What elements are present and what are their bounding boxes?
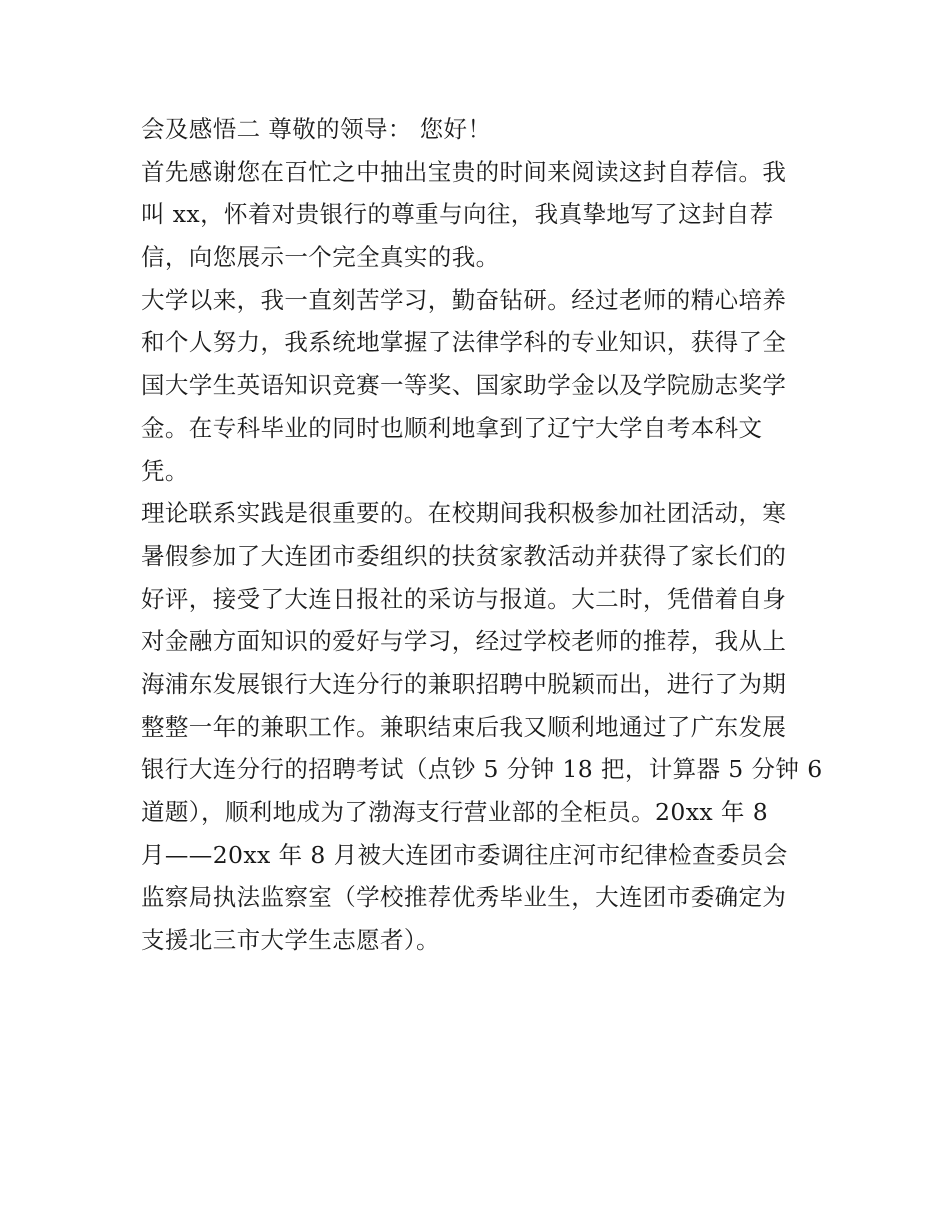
text-line: 和个人努力，我系统地掌握了法律学科的专业知识，获得了全 [141, 328, 787, 357]
text-line: 海浦东发展银行大连分行的兼职招聘中脱颖而出，进行了为期 [141, 669, 787, 698]
text-line: 监察局执法监察室（学校推荐优秀毕业生，大连团市委确定为 [141, 883, 787, 912]
text-line: 好评，接受了大连日报社的采访与报道。大二时，凭借着自身 [141, 584, 787, 613]
text-line: 银行大连分行的招聘考试（点钞 5 分钟 18 把，计算器 5 分钟 6 [141, 755, 823, 784]
text-line: 暑假参加了大连团市委组织的扶贫家教活动并获得了家长们的 [141, 541, 787, 570]
text-line: 对金融方面知识的爱好与学习，经过学校老师的推荐，我从上 [141, 627, 787, 656]
text-line: 月——20xx 年 8 月被大连团市委调往庄河市纪律检查委员会 [141, 840, 788, 869]
document-body [141, 108, 821, 962]
text-line: 道题），顺利地成为了渤海支行营业部的全柜员。20xx 年 8 [141, 798, 769, 826]
text-line: 首先感谢您在百忙之中抽出宝贵的时间来阅读这封自荐信。我 [141, 157, 787, 186]
text-line: 大学以来，我一直刻苦学习，勤奋钻研。经过老师的精心培养 [141, 285, 787, 314]
text-line: 叫 xx，怀着对贵银行的尊重与向往，我真挚地写了这封自荐 [141, 200, 774, 229]
text-line: 整整一年的兼职工作。兼职结束后我又顺利地通过了广东发展 [141, 712, 787, 741]
text-line: 金。在专科毕业的同时也顺利地拿到了辽宁大学自考本科文 [141, 413, 763, 442]
text-line: 理论联系实践是很重要的。在校期间我积极参加社团活动，寒 [141, 499, 787, 528]
text-line: 信，向您展示一个完全真实的我。 [141, 243, 500, 272]
text-line: 国大学生英语知识竞赛一等奖、国家助学金以及学院励志奖学 [141, 371, 787, 400]
text-line-greeting: 会及感悟二 尊敬的领导： 您好！ [141, 115, 492, 143]
text-line: 支援北三市大学生志愿者）。 [141, 926, 440, 955]
text-line: 凭。 [141, 456, 189, 485]
